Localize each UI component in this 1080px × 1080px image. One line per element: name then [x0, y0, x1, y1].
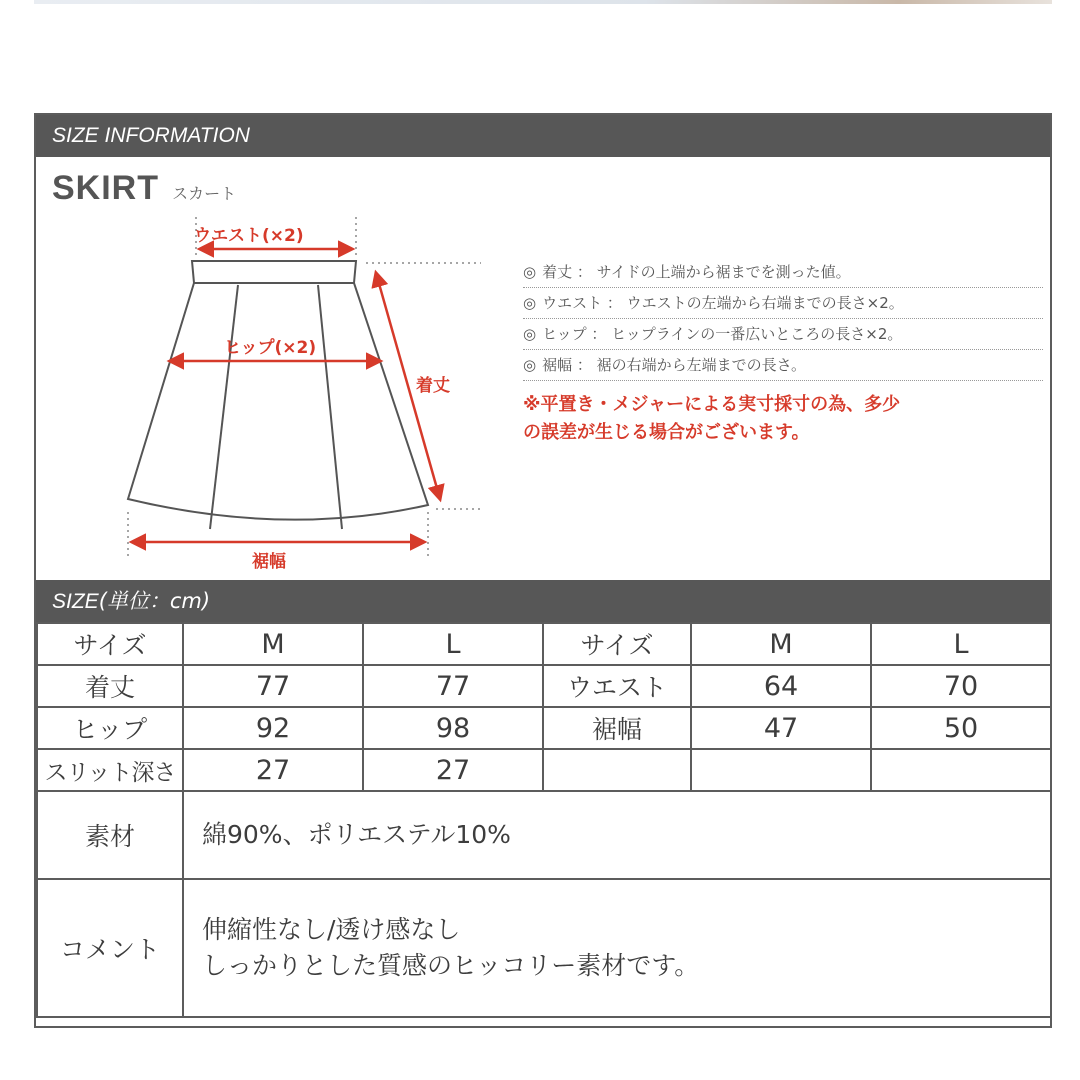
table-cell: 47 [691, 707, 871, 749]
table-cell: 77 [363, 665, 543, 707]
measurement-notes [523, 257, 1043, 447]
table-cell: サイズ [543, 623, 691, 665]
table-cell: ヒップ [37, 707, 183, 749]
size-section-header [36, 580, 1050, 622]
table-cell [543, 749, 691, 791]
skirt-title-ja: スカート [172, 184, 237, 203]
table-header-row [37, 623, 1051, 665]
note-bullet: ◎ [523, 325, 537, 343]
note-waist [523, 288, 1043, 319]
note-bullet: ◎ [523, 356, 537, 374]
material-value: 綿90%、ポリエステル10% [183, 791, 1051, 879]
note-text: ウエスト ： ウエストの左端から右端までの長さ×2。 [542, 294, 904, 312]
hip-label: ヒップ(×2) [224, 338, 317, 358]
note-bullet: ◎ [523, 294, 537, 312]
note-hem [523, 350, 1043, 381]
table-row [37, 749, 1051, 791]
size-information-card [34, 113, 1052, 1028]
table-cell: L [363, 623, 543, 665]
table-cell: 27 [183, 749, 363, 791]
warning-line-1: ※平置き・メジャーによる実寸採寸の為、多少 [523, 394, 901, 415]
table-cell: M [691, 623, 871, 665]
length-label: 着丈 [416, 376, 450, 396]
measurement-warning [523, 391, 1043, 447]
comment-label: コメント [37, 879, 183, 1017]
note-text: ヒップ ： ヒップラインの一番広いところの長さ×2。 [542, 325, 903, 343]
comment-row [37, 879, 1051, 1017]
comment-value [183, 879, 1051, 1017]
note-text: 着丈 ： サイドの上端から裾までを測った値。 [542, 263, 851, 281]
table-row [37, 707, 1051, 749]
table-cell: 92 [183, 707, 363, 749]
table-cell: 98 [363, 707, 543, 749]
hem-label: 裾幅 [252, 552, 286, 572]
table-cell: サイズ [37, 623, 183, 665]
note-hip [523, 319, 1043, 350]
table-cell: 64 [691, 665, 871, 707]
note-length [523, 257, 1043, 288]
table-cell: 27 [363, 749, 543, 791]
material-label: 素材 [37, 791, 183, 879]
waist-label: ウエスト(×2) [194, 226, 304, 246]
table-cell [871, 749, 1051, 791]
table-cell: 着丈 [37, 665, 183, 707]
table-cell: 70 [871, 665, 1051, 707]
table-cell: 77 [183, 665, 363, 707]
size-unit: (単位：cm) [98, 589, 211, 613]
table-cell [691, 749, 871, 791]
size-information-header [36, 115, 1050, 157]
table-cell: 50 [871, 707, 1051, 749]
table-cell: M [183, 623, 363, 665]
comment-line-2: しっかりとした質感のヒッコリー素材です。 [202, 951, 700, 980]
table-row [37, 665, 1051, 707]
table-cell: 裾幅 [543, 707, 691, 749]
size-table [36, 622, 1052, 1018]
table-cell: ウエスト [543, 665, 691, 707]
table-cell: スリット深さ [37, 749, 183, 791]
size-section-title: SIZE [52, 590, 99, 613]
size-information-title: SIZE INFORMATION [52, 124, 250, 147]
warning-line-2: の誤差が生じる場合がございます。 [523, 422, 810, 443]
material-row [37, 791, 1051, 879]
note-bullet: ◎ [523, 263, 537, 281]
note-text: 裾幅 ： 裾の右端から左端までの長さ。 [542, 356, 807, 374]
table-cell: L [871, 623, 1051, 665]
comment-line-1: 伸縮性なし/透け感なし [202, 915, 461, 944]
skirt-title-en: SKIRT [52, 169, 159, 207]
top-image-strip [34, 0, 1052, 4]
